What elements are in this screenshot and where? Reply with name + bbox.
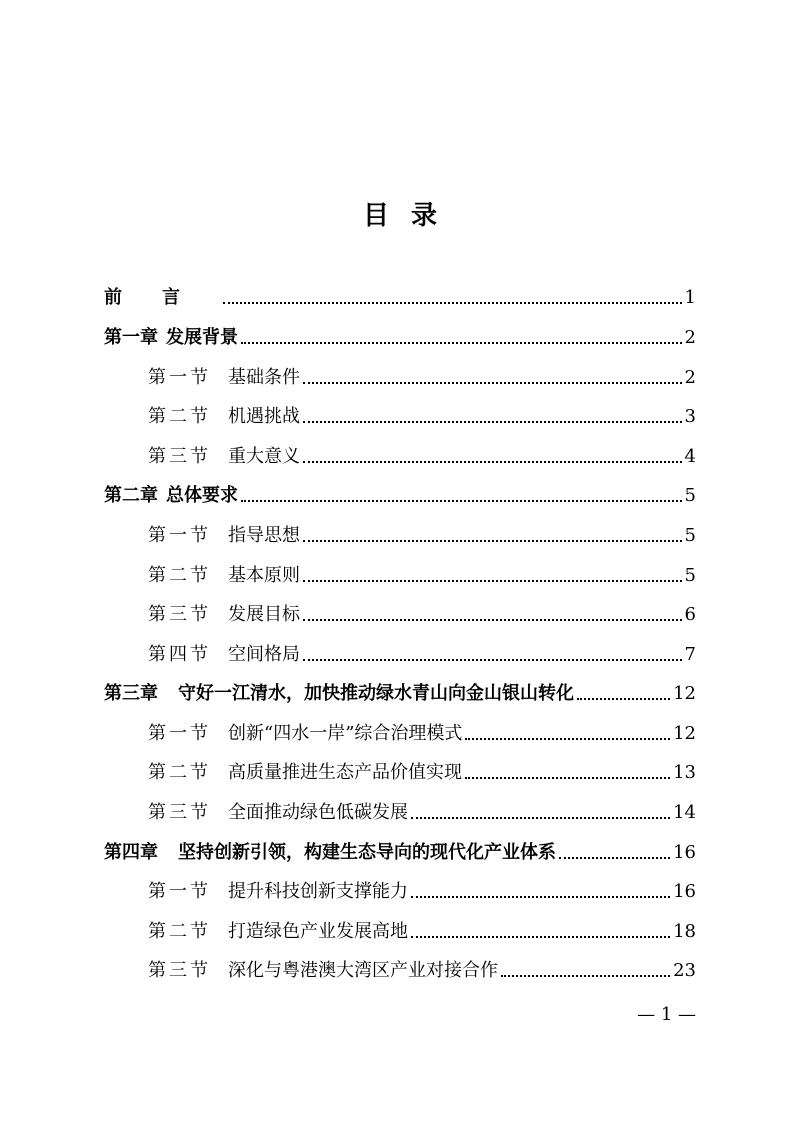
dot-leader — [303, 382, 682, 384]
page-title: 目录 — [362, 201, 459, 231]
toc-entry-number: 第三节 — [148, 446, 211, 467]
toc-entry-chapter-3[interactable] — [104, 676, 696, 706]
dot-leader — [411, 896, 670, 898]
toc-entry-number: 第三节 — [148, 960, 211, 981]
toc-entry-title: 全面推动绿色低碳发展 — [228, 802, 408, 823]
toc-entry-preface[interactable] — [104, 280, 696, 310]
toc-page-number: 6 — [684, 604, 696, 625]
toc-page-number: 2 — [684, 367, 696, 388]
dot-leader — [303, 659, 682, 661]
toc-entry-chapter-1[interactable] — [104, 320, 696, 350]
toc-entry-section[interactable] — [104, 716, 696, 746]
toc-entry-number: 第二节 — [148, 762, 211, 783]
toc-entry-section[interactable] — [104, 597, 696, 627]
dot-leader — [303, 540, 682, 542]
dot-leader — [577, 698, 670, 700]
toc-page-number: 4 — [684, 446, 696, 467]
toc-page-number: 23 — [673, 960, 696, 981]
dot-leader — [465, 738, 670, 740]
toc-entry-number: 第一节 — [148, 525, 211, 546]
toc-entry-section[interactable] — [104, 874, 696, 904]
toc-entry-title: 坚持创新引领，构建生态导向的现代化产业体系 — [178, 842, 556, 863]
toc-entry-section[interactable] — [104, 637, 696, 667]
toc-entry-title: 发展背景 — [166, 327, 238, 348]
dot-leader — [241, 500, 682, 502]
dot-leader — [303, 619, 682, 621]
toc-page-number: 7 — [684, 644, 696, 665]
dot-leader — [501, 975, 670, 977]
toc-entry-title: 深化与粤港澳大湾区产业对接合作 — [228, 960, 498, 981]
toc-entry-number: 第四节 — [148, 644, 211, 665]
toc-entry-title: 重大意义 — [228, 446, 300, 467]
toc-entry-title: 提升科技创新支撑能力 — [228, 881, 408, 902]
toc-entry-title: 创新“四水一岸”综合治理模式 — [228, 723, 463, 744]
toc-entry-section[interactable] — [104, 914, 696, 944]
toc-entry-title: 指导思想 — [228, 525, 300, 546]
dot-leader — [303, 580, 682, 582]
toc-page-number: 14 — [673, 802, 696, 823]
toc-entry-chapter-2[interactable] — [104, 478, 696, 508]
toc-entry-title: 基础条件 — [228, 367, 300, 388]
toc-entry-section[interactable] — [104, 360, 696, 390]
toc-entry-number: 第一节 — [148, 367, 211, 388]
toc-entry-section[interactable] — [104, 558, 696, 588]
toc-page-number: 12 — [673, 683, 696, 704]
toc-entry-title: 机遇挑战 — [228, 406, 300, 427]
page-number-footer: — 1 — — [637, 1004, 696, 1025]
toc-entry-number: 第一节 — [148, 723, 211, 744]
toc-page-number: 3 — [684, 406, 696, 427]
toc-entry-number: 第一章 — [104, 327, 158, 348]
toc-page-number: 16 — [673, 881, 696, 902]
dot-leader — [465, 777, 670, 779]
toc-entry-label: 前言 — [104, 287, 220, 308]
toc-entry-number: 第四章 — [104, 842, 158, 863]
toc-page-number: 5 — [684, 565, 696, 586]
dot-leader — [303, 421, 682, 423]
toc-page-number: 5 — [684, 525, 696, 546]
toc-page-number: 2 — [684, 327, 696, 348]
toc-entry-number: 第三章 — [104, 683, 158, 704]
toc-entry-title: 打造绿色产业发展高地 — [228, 921, 408, 942]
toc-entry-title: 守好一江清水，加快推动绿水青山向金山银山转化 — [178, 683, 574, 704]
toc-entry-section[interactable] — [104, 953, 696, 983]
toc-entry-title: 发展目标 — [228, 604, 300, 625]
toc-entry-section[interactable] — [104, 795, 696, 825]
toc-entry-section[interactable] — [104, 518, 696, 548]
dot-leader — [223, 302, 682, 304]
dot-leader — [303, 461, 682, 463]
toc-entry-number: 第二节 — [148, 921, 211, 942]
toc-entry-title: 高质量推进生态产品价值实现 — [228, 762, 462, 783]
toc-entry-number: 第二节 — [148, 565, 211, 586]
toc-page-number: 13 — [673, 762, 696, 783]
toc-entry-number: 第二节 — [148, 406, 211, 427]
toc-page-number: 5 — [684, 485, 696, 506]
dot-leader — [241, 342, 682, 344]
toc-entry-title: 基本原则 — [228, 565, 300, 586]
toc-entry-section[interactable] — [104, 399, 696, 429]
dot-leader — [559, 857, 670, 859]
toc-entry-section[interactable] — [104, 439, 696, 469]
toc-entry-number: 第一节 — [148, 881, 211, 902]
toc-entry-number: 第三节 — [148, 604, 211, 625]
toc-page-number: 18 — [673, 921, 696, 942]
toc-page-number: 1 — [684, 287, 696, 308]
dot-leader — [411, 936, 670, 938]
toc-entry-number: 第三节 — [148, 802, 211, 823]
toc-entry-title: 空间格局 — [228, 644, 300, 665]
toc-entry-title: 总体要求 — [166, 485, 238, 506]
dot-leader — [411, 817, 670, 819]
toc-page-number: 16 — [673, 842, 696, 863]
toc-page-number: 12 — [673, 723, 696, 744]
toc-entry-section[interactable] — [104, 755, 696, 785]
toc-entry-number: 第二章 — [104, 485, 158, 506]
toc-entry-chapter-4[interactable] — [104, 835, 696, 865]
